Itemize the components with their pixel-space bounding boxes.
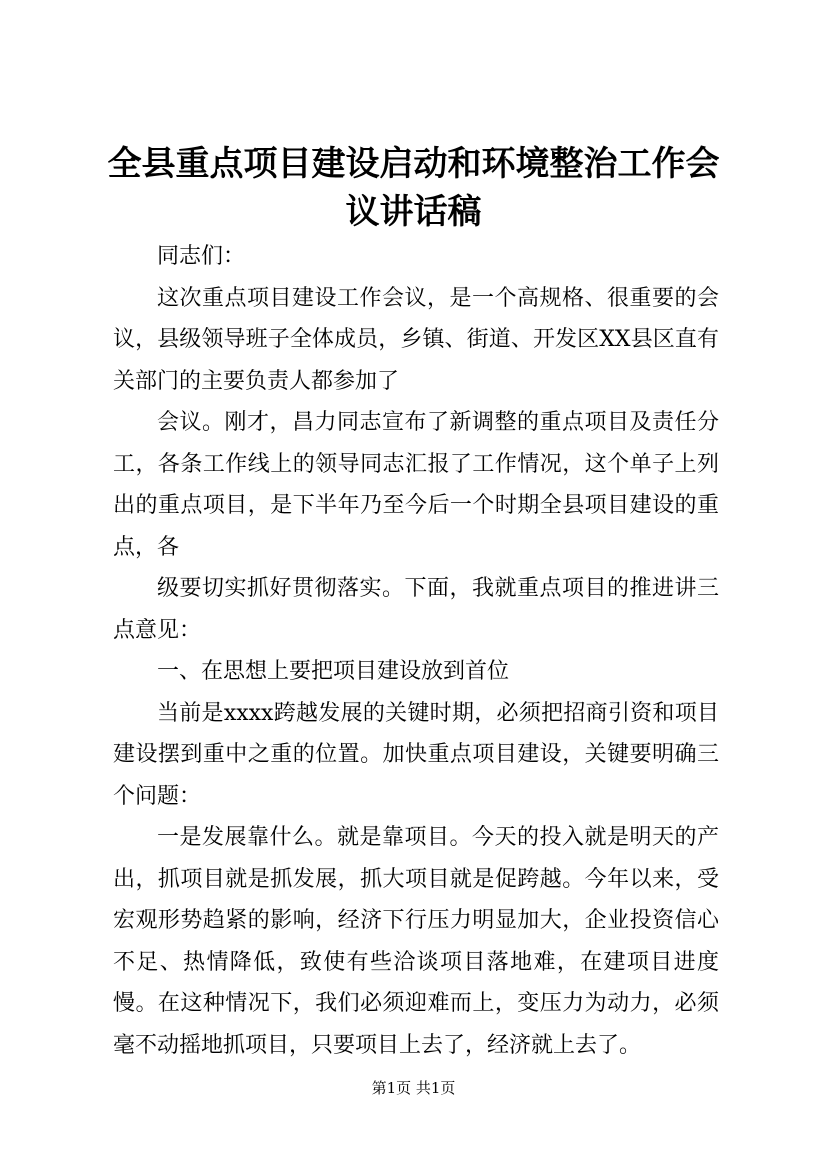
paragraph-4: 当前是xxxx跨越发展的关键时期，必须把招商引资和项目建设摆到重中之重的位置。加快重点项目建设，关键要明确三个问题： — [113, 700, 719, 809]
paragraph-salutation: 同志们： — [157, 244, 246, 269]
paragraph-2: 会议。刚才，昌力同志宣布了新调整的重点项目及责任分工，各条工作线上的领导同志汇报了工作情况，这个单子上列出的重点项目，是下半年乃至今后一个时期全县项目建设的重点，各 — [113, 410, 719, 560]
section-heading-1: 一、在思想上要把项目建设放到首位 — [157, 659, 510, 684]
document-title: 全县重点项目建设启动和环境整治工作会议讲话稿 — [107, 144, 720, 232]
document-body — [113, 236, 719, 1066]
page-footer: 第1页 共1页 — [371, 1079, 456, 1097]
paragraph-1: 这次重点项目建设工作会议，是一个高规格、很重要的会议，县级领导班子全体成员，乡镇、街道、开发区XX县区直有关部门的主要负责人都参加了 — [113, 285, 719, 394]
paragraph-5: 一是发展靠什么。就是靠项目。今天的投入就是明天的产出，抓项目就是抓发展，抓大项目就是促跨越。今年以来，受宏观形势趋紧的影响，经济下行压力明显加大，企业投资信心不足、热情降低，致使有些洽谈项目落地难，在建项目进度慢。在这种情况下，我们必须迎难而上，变压力为动力，必须毫不动摇地抓项目，只要项目上去了，经济就上去了。 — [113, 825, 719, 1058]
paragraph-3: 级要切实抓好贯彻落实。下面，我就重点项目的推进讲三点意见： — [113, 576, 719, 643]
